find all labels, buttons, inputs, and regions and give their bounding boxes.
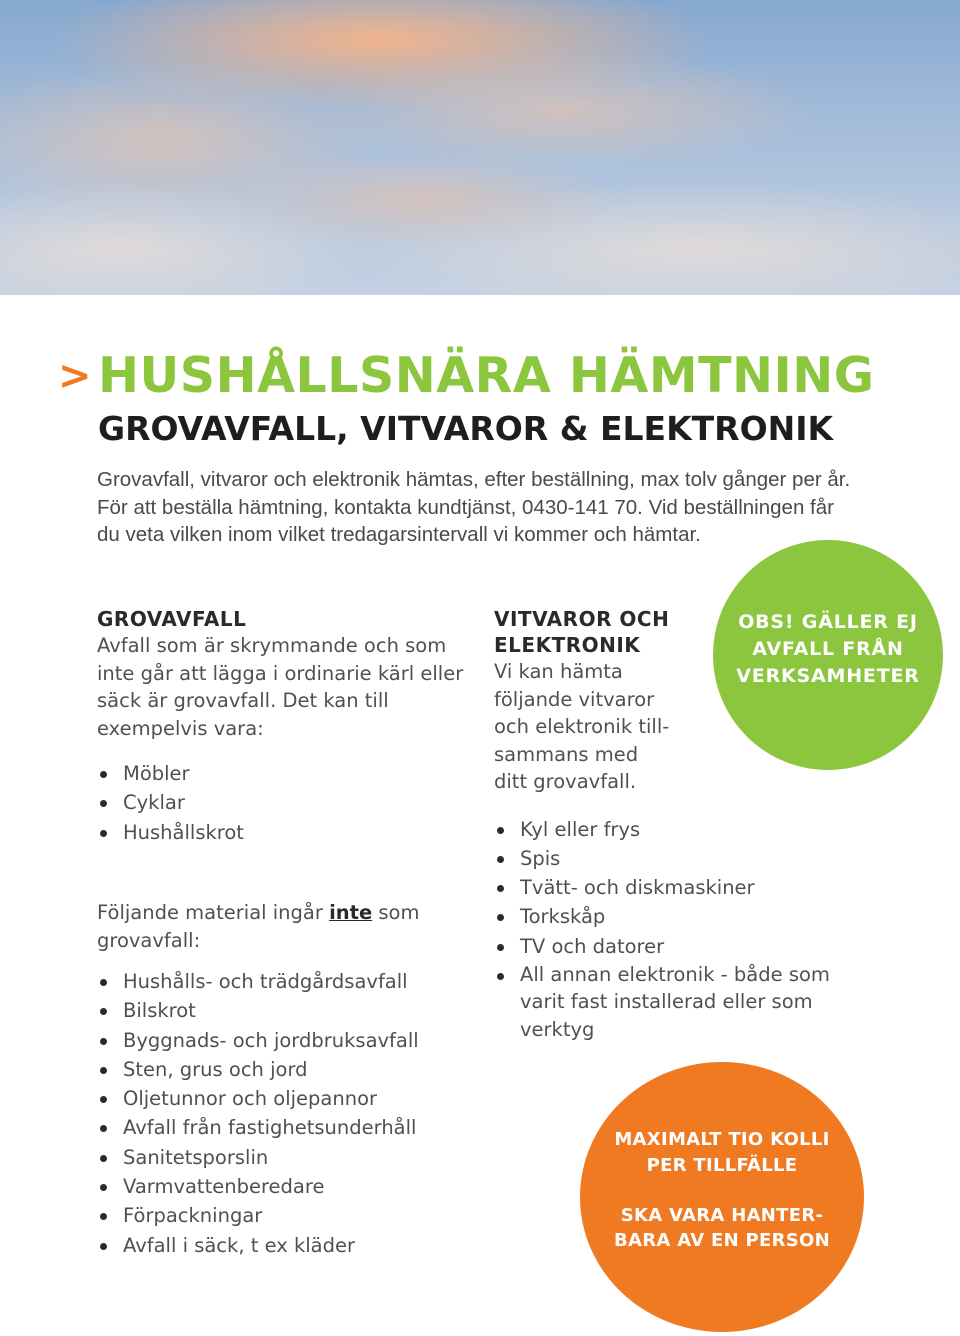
list-item: Bilskrot — [97, 996, 477, 1025]
exclusion-text-after: som grovavfall: — [97, 901, 420, 952]
obs-badge-line: AVFALL FRÅN — [752, 638, 904, 660]
list-item: Oljetunnor och oljepannor — [97, 1084, 477, 1113]
list-item: All annan elektronik - både som varit fast installerad eller som verktyg — [494, 961, 834, 1044]
excluded-materials-list — [97, 967, 477, 1260]
vitvaror-items-list — [494, 815, 834, 1044]
page-title: HUSHÅLLSNÄRA HÄMTNING — [98, 347, 875, 404]
list-item: Torkskåp — [494, 902, 834, 931]
grovavfall-examples-list — [97, 759, 477, 847]
list-item: Kyl eller frys — [494, 815, 834, 844]
grovavfall-section — [97, 606, 477, 847]
vitvaror-heading-line: ELEKTRONIK — [494, 633, 641, 657]
cloud-illustration — [0, 0, 960, 295]
list-item: Byggnads- och jordbruksavfall — [97, 1026, 477, 1055]
intro-paragraph: Grovavfall, vitvaror och elektronik hämtas, efter beställning, max tolv gånger per år. För att beställa hämtning, kontakta kundtjänst, 0430-141 70. Vid beställningen får du veta vilken inom vilket tredagarsintervall vi kommer och hämtar. — [97, 468, 851, 546]
list-item: Avfall i säck, t ex kläder — [97, 1231, 477, 1260]
list-item: Förpackningar — [97, 1201, 477, 1230]
grovavfall-heading: GROVAVFALL — [97, 607, 247, 631]
limit-badge-line: MAXIMALT TIO KOLLI — [614, 1129, 830, 1150]
limit-badge-line: BARA AV EN PERSON — [613, 1230, 831, 1251]
limit-badge — [580, 1062, 864, 1332]
list-item: Möbler — [97, 759, 477, 788]
vitvaror-description-line: Vi kan hämta — [494, 660, 623, 683]
sky-photo — [0, 0, 960, 295]
limit-badge-line: PER TILLFÄLLE — [646, 1155, 798, 1176]
list-item: Sten, grus och jord — [97, 1055, 477, 1084]
obs-badge-line: VERKSAMHETER — [736, 665, 920, 687]
vitvaror-description-line: sammans med — [494, 742, 639, 766]
exclusion-intro — [97, 899, 477, 955]
obs-badge — [713, 540, 943, 770]
vitvaror-description-line: ditt grovavfall. — [494, 770, 637, 793]
chevron-right-icon: > — [58, 353, 92, 399]
vitvaror-heading-line: VITVAROR OCH — [494, 607, 670, 631]
list-item: Spis — [494, 844, 834, 873]
exclusion-emphasis: inte — [329, 901, 373, 924]
vitvaror-description-line: och elektronik till- — [494, 715, 670, 738]
obs-badge-line: OBS! GÄLLER EJ — [738, 611, 918, 633]
list-item: Varmvattenberedare — [97, 1172, 477, 1201]
list-item: Cyklar — [97, 788, 477, 817]
list-item: Hushålls- och trädgårdsavfall — [97, 967, 477, 996]
list-item: TV och datorer — [494, 932, 834, 961]
list-item: Tvätt- och diskmaskiner — [494, 873, 834, 902]
exclusion-text-before: Följande material ingår — [97, 901, 330, 924]
list-item: Avfall från fastighetsunderhåll — [97, 1113, 477, 1142]
vitvaror-description-line: följande vitvaror — [494, 687, 655, 711]
limit-badge-line: SKA VARA HANTER- — [620, 1205, 824, 1226]
page-subtitle: GROVAVFALL, VITVAROR & ELEKTRONIK — [98, 409, 834, 448]
list-item: Sanitetsporslin — [97, 1143, 477, 1172]
list-item: Hushållskrot — [97, 818, 477, 847]
grovavfall-description: Avfall som är skrymmande och som inte går att lägga i ordinarie kärl eller säck är grovavfall. Det kan till exempelvis vara: — [97, 634, 464, 740]
